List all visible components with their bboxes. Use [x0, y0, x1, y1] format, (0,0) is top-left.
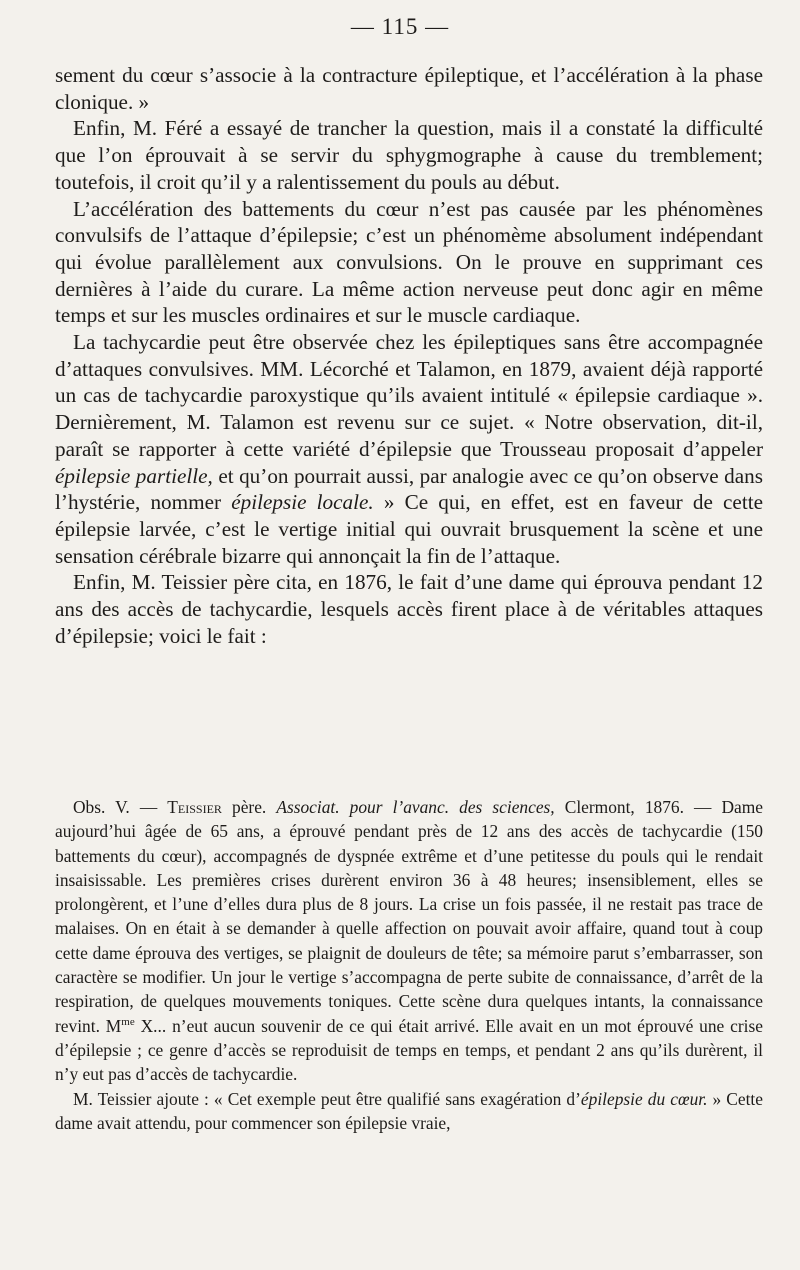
- paragraph-1: sement du cœur s’associe à la contracture épileptique, et l’accélération à la phase clonique. »: [55, 63, 763, 114]
- observation-block: [55, 795, 763, 1135]
- observation-text: Obs. V. — Teissier père. Associat. pour l’avanc. des sciences, Clermont, 1876. — Dame aujourd’hui âgée de 65 ans, a éprouvé pendant près de 12 ans des accès de tachycardie (150 battements du cœur), accompagnés de dyspnée extrême et d’une petitesse du pouls qui le rendait insaisissable. Les premières crises durèrent environ 36 à 48 heures; insensiblement, elles se prolongèrent, et l’une d’elles dura plus de 8 jours. La crise un fois passée, il ne restait pas trace de malaises. On en était à se demander à quelle affection on pouvait avoir affaire, quand tout à coup cette dame éprouva des vertiges, se plaignit de douleurs de tête; sa mémoire parut s’embarrasser, son caractère se modifier. Un jour le vertige s’accompagna de perte subite de connaissance, d’arrêt de la respiration, de quelques mouvements toniques. Cette scène dura quelques intants, la connaissance revint. $M^{me}$ X... n’eut aucun souvenir de ce qui était arrivé. Elle avait en un mot éprouvé une crise d’épilepsie ; ce genre d’accès se reproduisit de temps en temps, et pendant 2 ans qu’ils durèrent, il n’y eut pas d’accès de tachycardie.: [55, 797, 763, 1085]
- page-number: — 115 —: [350, 14, 450, 39]
- main-text: [55, 62, 763, 649]
- italic-term: épilepsie partielle,: [55, 463, 213, 488]
- closing-text: M. Teissier ajoute : « Cet exemple peut être qualifié sans exagération d’épilepsie du cœur. » Cette dame avait attendu, pour commencer son épilepsie vraie,: [55, 1088, 763, 1133]
- italic-term: épilepsie locale.: [231, 490, 374, 515]
- paragraph-4: La tachycardie peut être observée chez les épileptiques sans être accompagnée d’attaques convulsives. MM. Lécorché et Talamon, en 1879, avaient déjà rapporté un cas de tachycardie paroxystique qu’ils avaient intitulé « épilepsie cardiaque ». Dernièrement, M. Talamon est revenu sur ce sujet. « Notre observation, dit-il, paraît se rapporter à cette variété d’épilepsie que Trousseau proposait d’appeler épilepsie partielle, et qu’on pourrait aussi, par analogie avec ce qu’on observe dans l’hystérie, nommer épilepsie locale. » Ce qui, en effet, est en faveur de cette épilepsie larvée, c’est le vertige initial qui ouvrait brusquement la scène et une sensation cérébrale bizarre qui annonçait la fin de l’attaque.: [55, 330, 763, 568]
- paragraph-3: L’accélération des battements du cœur n’est pas causée par les phénomènes convulsifs de l’attaque d’épilepsie; c’est un phénomème absolument indépendant qui évolue parallèlement aux convulsions. On le prouve en supprimant ces dernières à l’aide du curare. La même action nerveuse peut donc agir en même temps et sur les muscles ordinaires et sur le muscle cardiaque.: [55, 196, 763, 328]
- paragraph-5: Enfin, M. Teissier père cita, en 1876, le fait d’une dame qui éprouva pendant 12 ans des accès de tachycardie, lesquels accès firent place à de véritables attaques d’épilepsie; voici le fait :: [55, 570, 763, 648]
- paragraph-2: Enfin, M. Féré a essayé de trancher la question, mais il a constaté la difficulté que l’on éprouvait à se servir du sphygmographe à cause du tremblement; toutefois, il croit qu’il y a ralentissement du pouls au début.: [55, 116, 763, 194]
- source-title: Associat. pour l’avanc. des sciences,: [276, 797, 555, 817]
- author-name: Teissier: [167, 797, 222, 817]
- italic-term: épilepsie du cœur.: [580, 1088, 708, 1109]
